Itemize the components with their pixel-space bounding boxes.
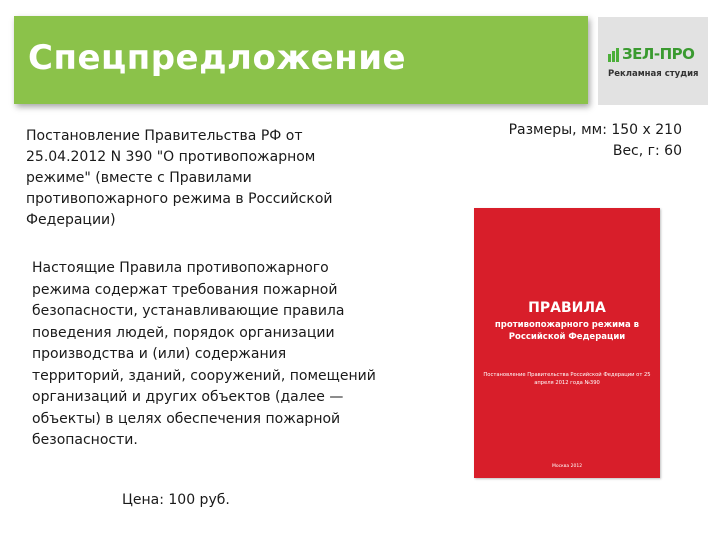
product-specs — [509, 120, 682, 162]
logo-mark — [608, 47, 694, 62]
book-cover-image — [474, 208, 660, 478]
logo-subtitle: Рекламная студия — [608, 69, 699, 79]
book-cover-title: ПРАВИЛА — [528, 300, 606, 316]
book-cover-decree: Постановление Правительства Российской Федерации от 25 апреля 2012 года №390 — [483, 372, 651, 386]
page-title: Спецпредложение — [28, 38, 407, 78]
decree-text: Постановление Правительства РФ от 25.04.2012 N 390 "О противопожарном режиме" (вместе с Правилами противопожарного режима в Российской Федерации) — [26, 128, 333, 228]
logo-bars-icon — [608, 48, 619, 62]
size-label: Размеры, мм: 150 х 210 — [508, 122, 682, 138]
brand-logo — [598, 17, 708, 105]
logo-name: ЗЕЛ-ПРО — [622, 45, 695, 63]
book-cover-footer: Москва 2012 — [551, 464, 583, 469]
title-bar — [14, 16, 588, 104]
price-label: Цена: 100 руб. — [122, 492, 230, 508]
product-description: Настоящие Правила противопожарного режима содержат требования пожарной безопасности, устанавливающие правила поведения людей, порядок организации производства и (или) содержания территорий, зданий, сооружений, помещений организаций и других объектов (далее — объекты) в целях обеспечения пожарной безопасности. — [32, 260, 376, 448]
weight-label: Вес, г: 60 — [612, 143, 682, 159]
book-cover-subtitle: противопожарного режима в Российской Федерации — [494, 320, 640, 342]
